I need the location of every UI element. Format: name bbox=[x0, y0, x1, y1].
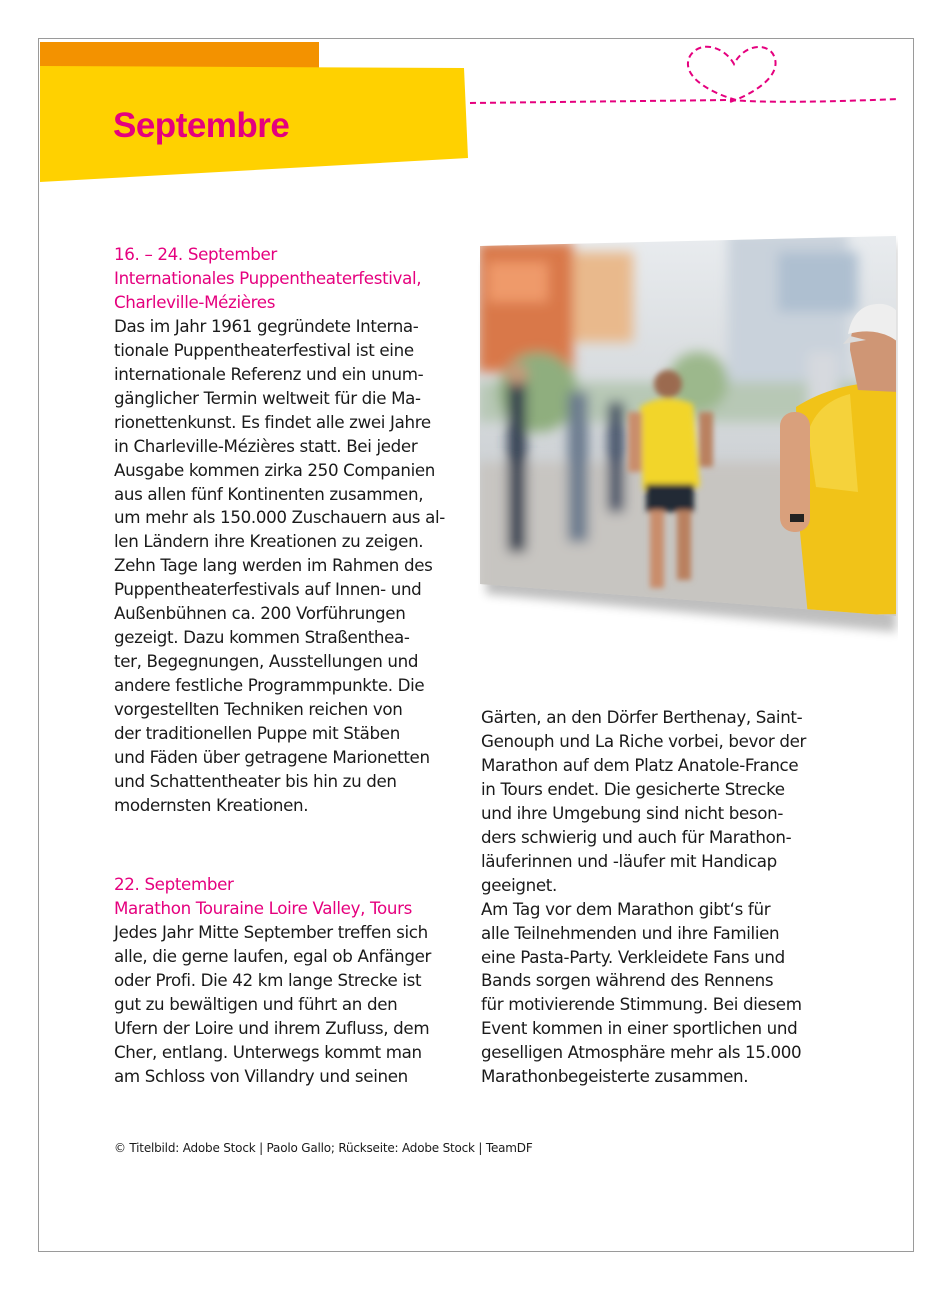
event2-body-line: geeignet. bbox=[481, 874, 557, 895]
event2-title: Marathon Touraine Loire Valley, Tours bbox=[114, 897, 412, 918]
event1-body-line: in Charleville-Mézières statt. Bei jeder bbox=[114, 435, 418, 456]
event2-body-line: eine Pasta-Party. Verkleidete Fans und bbox=[481, 946, 785, 967]
event2-body-line: Marathon auf dem Platz Anatole-France bbox=[481, 754, 799, 775]
event2-body-line: ders schwierig und auch für Marathon- bbox=[481, 826, 792, 847]
event1-body-line: modernsten Kreationen. bbox=[114, 794, 309, 815]
event2-body-line: Event kommen in einer sportlichen und bbox=[481, 1018, 798, 1039]
event1-body-line: ter, Begegnungen, Ausstellungen und bbox=[114, 651, 419, 672]
event1-body-line: und Fäden über getragene Marionetten bbox=[114, 747, 430, 768]
photo-credits: © Titelbild: Adobe Stock | Paolo Gallo; Rückseite: Adobe Stock | TeamDF bbox=[114, 1141, 533, 1155]
right-column bbox=[481, 706, 806, 1089]
event2-body-line: geselligen Atmosphäre mehr als 15.000 bbox=[481, 1042, 802, 1063]
event1-body-line: gezeigt. Dazu kommen Straßenthea- bbox=[114, 627, 410, 648]
event1-title-line: Charleville-Mézières bbox=[114, 291, 276, 312]
event1-body-line: aus allen fünf Kontinenten zusammen, bbox=[114, 483, 424, 504]
event1-body-line: Außenbühnen ca. 200 Vorführungen bbox=[114, 603, 406, 624]
event1-body-line: Zehn Tage lang werden im Rahmen des bbox=[114, 555, 433, 576]
event2-body-line: in Tours endet. Die gesicherte Strecke bbox=[481, 778, 785, 799]
event1-body-line: der traditionellen Puppe mit Stäben bbox=[114, 723, 400, 744]
event2-body-line: Gärten, an den Dörfer Berthenay, Saint- bbox=[481, 707, 803, 727]
event1-body-line: len Ländern ihre Kreationen zu zeigen. bbox=[114, 531, 424, 552]
event1-body-line: Das im Jahr 1961 gegründete Interna- bbox=[114, 315, 419, 336]
event2-body-line: Jedes Jahr Mitte September treffen sich bbox=[114, 921, 428, 942]
event1-body-line: Puppentheaterfestivals auf Innen- und bbox=[114, 579, 422, 600]
marathon-runners-photo bbox=[478, 232, 898, 642]
event1-title-line: Internationales Puppentheaterfestival, bbox=[114, 267, 422, 288]
event2-body-line: Genouph und La Riche vorbei, bevor der bbox=[481, 730, 807, 751]
event2-body-line: Am Tag vor dem Marathon gibt‘s für bbox=[481, 898, 771, 919]
month-title: Septembre bbox=[113, 106, 290, 145]
left-column bbox=[114, 243, 445, 818]
event2-body-line: läuferinnen und -läufer mit Handicap bbox=[481, 850, 777, 871]
event2-body-line: Ufern der Loire und ihrem Zufluss, dem bbox=[114, 1017, 430, 1038]
event2-body-line: Cher, entlang. Unterwegs kommt man bbox=[114, 1041, 422, 1062]
event2-body-line: alle Teilnehmenden und ihre Familien bbox=[481, 922, 780, 943]
event1-body-line: Ausgabe kommen zirka 250 Companien bbox=[114, 459, 436, 480]
event2-date: 22. September bbox=[114, 874, 234, 894]
event2-body-line: alle, die gerne laufen, egal ob Anfänger bbox=[114, 945, 432, 966]
event1-body-line: internationale Referenz und ein unum- bbox=[114, 363, 424, 384]
event1-body-line: rionettenkunst. Es findet alle zwei Jahre bbox=[114, 411, 431, 432]
event2-body-line: und ihre Umgebung sind nicht beson- bbox=[481, 802, 784, 823]
event2-body-line: für motivierende Stimmung. Bei diesem bbox=[481, 994, 802, 1015]
event2-body-line: oder Profi. Die 42 km lange Strecke ist bbox=[114, 969, 422, 990]
event1-body-line: vorgestellten Techniken reichen von bbox=[114, 699, 403, 720]
event1-body-line: tionale Puppentheaterfestival ist eine bbox=[114, 339, 414, 360]
event1-body-line: andere festliche Programmpunkte. Die bbox=[114, 675, 425, 696]
event2-body-line: gut zu bewältigen und führt an den bbox=[114, 993, 398, 1014]
event2-body-line: am Schloss von Villandry und seinen bbox=[114, 1065, 408, 1086]
event1-body-line: und Schattentheater bis hin zu den bbox=[114, 770, 397, 791]
event1-body-line: gänglicher Termin weltweit für die Ma- bbox=[114, 387, 421, 408]
event2-body-line: Bands sorgen während des Rennens bbox=[481, 970, 774, 991]
dashed-heart-decoration bbox=[468, 40, 908, 120]
left-column-event2 bbox=[114, 873, 431, 1089]
event1-body-line: um mehr als 150.000 Zuschauern aus al- bbox=[114, 507, 445, 528]
event2-body-line: Marathonbegeisterte zusammen. bbox=[481, 1066, 749, 1087]
event1-date: 16. – 24. September bbox=[114, 244, 277, 264]
